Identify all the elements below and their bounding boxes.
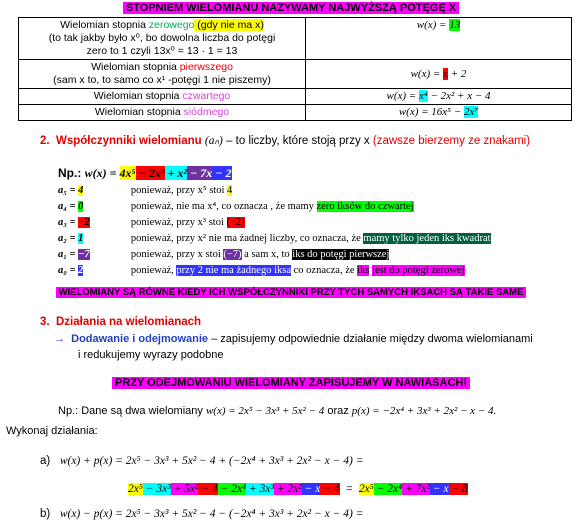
cell-formula: w(x) = 16x⁵ − bbox=[398, 106, 464, 118]
example-text: Np.: Dane są dwa wielomiany bbox=[58, 405, 206, 417]
arrow-icon: → bbox=[54, 333, 65, 345]
item-label: b) bbox=[40, 508, 51, 520]
result-term: − 8 bbox=[448, 483, 468, 495]
coefficient-row bbox=[58, 184, 232, 196]
cell-text: Wielomian stopnia bbox=[60, 19, 149, 31]
coefficient-row bbox=[58, 232, 491, 244]
example-text: oraz bbox=[324, 405, 352, 417]
coef-value: −7 bbox=[78, 249, 90, 260]
table-cell-desc bbox=[19, 18, 306, 60]
sub-keyword: i bbox=[129, 333, 139, 345]
cell-formula-highlight: x⁴ bbox=[418, 90, 428, 102]
title-subtraction bbox=[0, 377, 582, 389]
result-term: + 5x² bbox=[170, 483, 199, 495]
cell-formula: w(x) = bbox=[386, 90, 419, 102]
coef-highlight: przy 2 nie ma żadnego iksa bbox=[176, 265, 291, 276]
result-term: − x bbox=[429, 483, 449, 495]
section-title: Współczynniki wielomianu bbox=[55, 135, 202, 147]
section-title: Działania na wielomianach bbox=[55, 316, 202, 328]
example-a bbox=[40, 455, 363, 467]
coef-value: −2 bbox=[78, 217, 90, 228]
section-3-sub bbox=[54, 333, 533, 345]
coef-highlight: 4 bbox=[227, 185, 233, 196]
coef-highlight: zero iksów do czwartej bbox=[316, 201, 414, 212]
table-row bbox=[19, 105, 572, 121]
cell-note: (gdy nie ma x) bbox=[194, 19, 264, 31]
formula-term: + x² bbox=[164, 166, 187, 180]
example-label: Np.: bbox=[58, 166, 85, 180]
example-formula-w: w(x) = 2x⁵ − 3x³ + 5x² − 4 bbox=[205, 405, 325, 417]
cell-formula: w(x) = bbox=[416, 19, 450, 31]
cell-text: (sam x to, to samo co x¹ -potęgi 1 nie piszemy) bbox=[53, 74, 271, 86]
example-b bbox=[40, 508, 363, 520]
coef-highlight: iks do potęgi pierwszej bbox=[292, 249, 390, 260]
table-cell-desc bbox=[19, 89, 306, 105]
coef-label: a₂ = bbox=[58, 233, 79, 244]
result-term: + 7x² bbox=[402, 483, 430, 495]
example-formula-p: p(x) = −2x⁴ + 3x³ + 2x² − x − 4. bbox=[351, 405, 497, 417]
formula-term: − 2 bbox=[212, 166, 232, 180]
title-equality-text: WIELOMIANY SĄ RÓWNE KIEDY ICH WSPÓŁCZYNNIKI PRZY TYCH SAMYCH IKSACH SĄ TAKIE SAME bbox=[56, 287, 527, 298]
coef-text: ponieważ, bbox=[130, 265, 177, 276]
result-term: − 3x³ bbox=[142, 483, 171, 495]
section-number: 2. bbox=[40, 135, 50, 147]
expression: w(x) + p(x) = 2x⁵ − 3x³ + 5x² − 4 + (−2x⁴ + 3x³ + 2x² − x − 4) = bbox=[59, 455, 364, 467]
table-cell-example bbox=[306, 89, 572, 105]
table-cell-example bbox=[306, 60, 572, 89]
table-cell-desc bbox=[19, 105, 306, 121]
cell-text: Wielomian stopnia bbox=[94, 106, 184, 118]
title-degree-text: STOPNIEM WIELOMIANU NAZYWAMY NAJWYŻSZĄ POTĘGĘ X bbox=[123, 2, 459, 14]
coef-value: 2 bbox=[78, 265, 84, 276]
example-formula bbox=[58, 166, 232, 181]
coef-label: a₀ = bbox=[58, 265, 79, 276]
result-term: − 4 bbox=[198, 483, 218, 495]
result-term: 2x⁵ bbox=[358, 483, 374, 495]
cell-keyword: zerowego bbox=[148, 19, 195, 31]
sub-desc: i redukujemy wyrazy podobne bbox=[78, 349, 224, 361]
section-desc: – to liczby, które stoją przy x bbox=[222, 135, 373, 147]
table-cell-example bbox=[306, 18, 572, 60]
sub-desc: – zapisujemy odpowiednie działanie między dwoma wielomianami bbox=[208, 333, 533, 345]
section-note: (zawsze bierzemy ze znakami) bbox=[372, 135, 531, 147]
cell-formula-highlight: x bbox=[443, 67, 448, 80]
cell-text: zero to 1 czyli 13x⁰ = 13 · 1 = 13 bbox=[86, 45, 238, 57]
coef-highlight: (−2) bbox=[226, 217, 245, 228]
result-term: + 2x² bbox=[273, 483, 302, 495]
example-a-result bbox=[128, 483, 468, 495]
cell-text: Wielomian stopnia bbox=[91, 61, 180, 73]
degree-table bbox=[18, 17, 572, 121]
coef-text: ponieważ, przy x⁵ stoi bbox=[130, 185, 228, 196]
result-term: + 3x³ bbox=[246, 483, 274, 495]
coef-value: 4 bbox=[78, 185, 84, 196]
table-cell-desc bbox=[19, 60, 306, 89]
coef-label: a₃ = bbox=[58, 217, 79, 228]
coef-label: a₄ = bbox=[58, 201, 79, 212]
result-term: = bbox=[339, 483, 359, 495]
coef-highlight: iks bbox=[357, 265, 370, 276]
coef-text: ponieważ, nie ma x⁴, co oznacza , że mamy bbox=[130, 201, 317, 212]
section-2-heading bbox=[40, 133, 530, 147]
title-equality bbox=[0, 287, 582, 298]
cell-formula: + 2 bbox=[447, 67, 467, 80]
coef-highlight: (−7) bbox=[223, 249, 242, 260]
formula-term: 4x⁵ bbox=[119, 166, 136, 180]
sub-keyword: odejmowanie bbox=[138, 333, 209, 345]
cell-keyword: siódmego bbox=[183, 106, 230, 118]
coef-highlight: mamy tylko jeden iks kwadrat bbox=[363, 233, 491, 244]
section-3-heading bbox=[40, 316, 201, 328]
title-degree bbox=[0, 2, 582, 14]
coef-label: a₁ = bbox=[58, 249, 79, 260]
example-task bbox=[6, 425, 98, 437]
result-term: − 2x⁴ bbox=[217, 483, 247, 495]
result-term: 2x⁵ bbox=[128, 483, 143, 495]
cell-formula-highlight: 13 bbox=[449, 19, 461, 31]
formula-term: − 7x bbox=[187, 166, 213, 180]
result-term: − 4 bbox=[320, 483, 340, 495]
title-subtraction-text: PRZY ODEJMOWANIU WIELOMIANY ZAPISUJEMY W NAWIASACH! bbox=[112, 377, 470, 389]
coef-text: a sam x, to bbox=[241, 249, 293, 260]
sub-keyword: Dodawanie bbox=[71, 333, 130, 345]
coefficient-row bbox=[58, 264, 465, 276]
coefficient-row bbox=[58, 248, 389, 260]
cell-text: Wielomian stopnia bbox=[93, 90, 183, 102]
cell-formula-highlight: 2x⁷ bbox=[463, 106, 479, 118]
item-label: a) bbox=[40, 455, 51, 467]
coef-text: ponieważ, przy x² nie ma żadnej liczby, co oznacza, że bbox=[130, 233, 364, 244]
coefficient-row bbox=[58, 216, 245, 228]
result-term: − x bbox=[301, 483, 321, 495]
expression: w(x) − p(x) = 2x⁵ − 3x³ + 5x² − 4 − (−2x⁴ + 3x³ + 2x² − x − 4) = bbox=[59, 508, 364, 520]
table-row bbox=[19, 89, 572, 105]
result-term: − 2x⁴ bbox=[373, 483, 403, 495]
coef-label: a₅ = bbox=[58, 185, 79, 196]
coef-highlight: jest do potęgi zerowej bbox=[372, 265, 465, 276]
task-text: Wykonaj działania: bbox=[6, 425, 98, 437]
table-cell-example bbox=[306, 105, 572, 121]
cell-formula: w(x) = bbox=[410, 67, 444, 80]
coef-text: ponieważ, przy x³ stoi bbox=[130, 217, 227, 228]
cell-formula: − 2x² + x − 4 bbox=[427, 90, 491, 102]
cell-keyword: czwartego bbox=[182, 90, 231, 102]
section-number: 3. bbox=[40, 316, 50, 328]
cell-text: (to tak jakby było x⁰, bo dowolna liczba do potęgi bbox=[48, 32, 276, 44]
section-symbol: (aₙ) bbox=[204, 135, 223, 147]
coef-text: co oznacza, że bbox=[291, 265, 358, 276]
table-row bbox=[19, 60, 572, 89]
formula-text: w(x) = bbox=[84, 166, 120, 180]
coef-text: ponieważ, przy x stoi bbox=[130, 249, 224, 260]
coef-value: 1 bbox=[78, 233, 84, 244]
coef-value: 0 bbox=[78, 201, 84, 212]
table-row bbox=[19, 18, 572, 60]
coefficient-row bbox=[58, 200, 414, 212]
section-3-sub-cont bbox=[78, 349, 224, 361]
example-intro bbox=[58, 405, 496, 417]
formula-term: − 2x³ bbox=[135, 166, 165, 180]
cell-keyword: pierwszego bbox=[179, 61, 233, 73]
